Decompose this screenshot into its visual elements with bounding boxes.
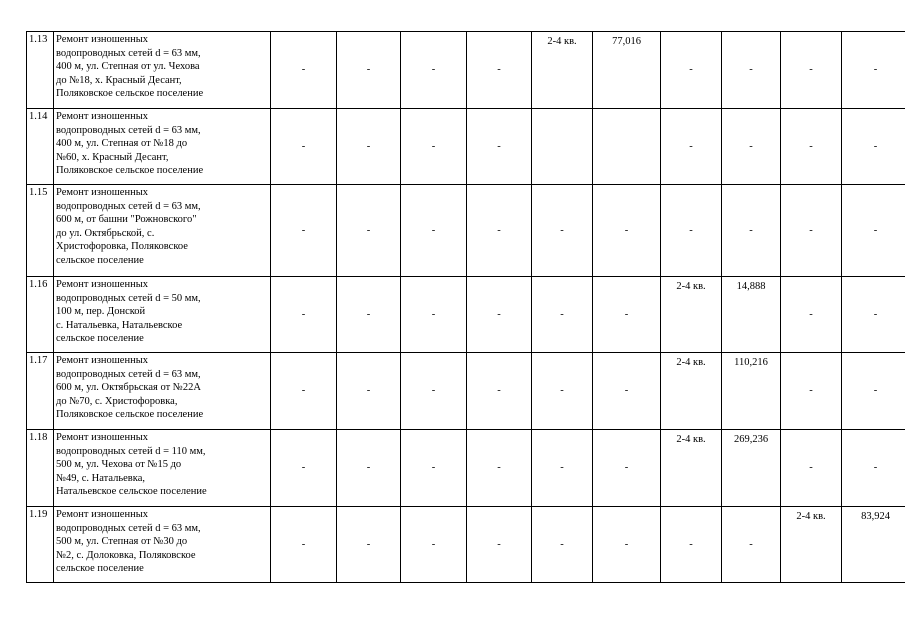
schedule-cell: - bbox=[532, 185, 593, 277]
schedule-cell: - bbox=[401, 277, 467, 353]
schedule-cell: - bbox=[661, 185, 722, 277]
schedule-cell: - bbox=[532, 353, 593, 430]
description-line: 100 м, пер. Донской bbox=[56, 306, 146, 317]
schedule-cell: - bbox=[467, 109, 532, 185]
description-line: №49, с. Натальевка, bbox=[56, 472, 145, 484]
description-line: с. Натальевка, Натальевское bbox=[56, 319, 183, 331]
works-table bbox=[26, 31, 905, 583]
schedule-cell: - bbox=[467, 32, 532, 109]
description-line: водопроводных сетей d = 63 мм, bbox=[56, 124, 201, 136]
schedule-cell: - bbox=[781, 277, 842, 353]
schedule-cell: - bbox=[593, 185, 661, 277]
schedule-cell: - bbox=[271, 353, 337, 430]
work-description bbox=[54, 430, 271, 507]
schedule-cell: - bbox=[842, 109, 905, 185]
description-line: водопроводных сетей d = 63 мм, bbox=[56, 522, 201, 534]
work-description bbox=[54, 353, 271, 430]
description-line: Поляковское сельское поселение bbox=[56, 165, 204, 176]
row-number: 1.18 bbox=[27, 430, 54, 507]
schedule-cell: - bbox=[401, 430, 467, 507]
schedule-cell bbox=[532, 109, 593, 185]
schedule-cell: - bbox=[467, 507, 532, 583]
table-row bbox=[27, 353, 905, 430]
description-line: №60, х. Красный Десант, bbox=[56, 151, 169, 163]
schedule-cell: - bbox=[842, 32, 905, 109]
schedule-cell: - bbox=[661, 507, 722, 583]
description-line: водопроводных сетей d = 63 мм, bbox=[56, 47, 201, 59]
schedule-cell: - bbox=[271, 185, 337, 277]
schedule-cell: 2-4 кв. bbox=[661, 277, 722, 353]
schedule-cell: 2-4 кв. bbox=[781, 507, 842, 583]
description-line: Ремонт изношенных bbox=[56, 509, 149, 520]
description-line: №2, с. Долоковка, Поляковское bbox=[56, 549, 196, 561]
work-description bbox=[54, 109, 271, 185]
row-number: 1.13 bbox=[27, 32, 54, 109]
description-line: Ремонт изношенных bbox=[56, 111, 149, 122]
schedule-cell: - bbox=[722, 185, 781, 277]
schedule-cell: - bbox=[532, 277, 593, 353]
schedule-cell: - bbox=[661, 109, 722, 185]
description-line: 400 м, ул. Степная от ул. Чехова bbox=[56, 61, 200, 72]
schedule-cell: - bbox=[401, 507, 467, 583]
description-line: 600 м, от башни "Рожновского" bbox=[56, 214, 197, 225]
schedule-cell: - bbox=[271, 32, 337, 109]
table-body bbox=[27, 32, 905, 583]
schedule-cell: - bbox=[722, 507, 781, 583]
schedule-cell: - bbox=[337, 430, 401, 507]
table-row bbox=[27, 109, 905, 185]
schedule-cell: - bbox=[271, 277, 337, 353]
work-description bbox=[54, 32, 271, 109]
description-line: водопроводных сетей d = 63 мм, bbox=[56, 368, 201, 380]
schedule-cell: - bbox=[271, 109, 337, 185]
schedule-cell: - bbox=[401, 109, 467, 185]
schedule-cell: - bbox=[401, 32, 467, 109]
schedule-cell: - bbox=[271, 507, 337, 583]
description-line: водопроводных сетей d = 50 мм, bbox=[56, 292, 201, 304]
description-line: Ремонт изношенных bbox=[56, 279, 149, 290]
schedule-cell: 110,216 bbox=[722, 353, 781, 430]
description-line: до ул. Октябрьской, с. bbox=[56, 227, 155, 239]
work-description bbox=[54, 185, 271, 277]
schedule-cell: - bbox=[781, 32, 842, 109]
schedule-cell: 2-4 кв. bbox=[661, 430, 722, 507]
schedule-cell: - bbox=[467, 185, 532, 277]
description-line: сельское поселение bbox=[56, 563, 144, 574]
description-line: сельское поселение bbox=[56, 333, 144, 344]
description-line: 400 м, ул. Степная от №18 до bbox=[56, 138, 188, 149]
row-number: 1.17 bbox=[27, 353, 54, 430]
schedule-cell: 269,236 bbox=[722, 430, 781, 507]
table-row bbox=[27, 507, 905, 583]
schedule-cell: - bbox=[337, 277, 401, 353]
schedule-cell: - bbox=[401, 185, 467, 277]
description-line: Натальевское сельское поселение bbox=[56, 486, 207, 497]
schedule-cell: - bbox=[467, 430, 532, 507]
schedule-cell: - bbox=[781, 430, 842, 507]
table-row bbox=[27, 277, 905, 353]
table-row bbox=[27, 185, 905, 277]
schedule-cell: 77,016 bbox=[593, 32, 661, 109]
schedule-cell: - bbox=[532, 430, 593, 507]
description-line: до №18, х. Красный Десант, bbox=[56, 74, 182, 86]
description-line: Ремонт изношенных bbox=[56, 187, 149, 198]
schedule-cell: - bbox=[401, 353, 467, 430]
description-line: водопроводных сетей d = 63 мм, bbox=[56, 200, 201, 212]
schedule-cell: - bbox=[661, 32, 722, 109]
schedule-cell bbox=[593, 109, 661, 185]
schedule-cell: - bbox=[467, 277, 532, 353]
description-line: 500 м, ул. Чехова от №15 до bbox=[56, 459, 182, 470]
table-row bbox=[27, 32, 905, 109]
schedule-cell: - bbox=[593, 277, 661, 353]
schedule-cell: - bbox=[271, 430, 337, 507]
description-line: Поляковское сельское поселение bbox=[56, 409, 204, 420]
schedule-cell: - bbox=[722, 109, 781, 185]
schedule-cell: - bbox=[337, 185, 401, 277]
row-number: 1.16 bbox=[27, 277, 54, 353]
table-row bbox=[27, 430, 905, 507]
schedule-cell: 2-4 кв. bbox=[661, 353, 722, 430]
row-number: 1.14 bbox=[27, 109, 54, 185]
description-line: водопроводных сетей d = 110 мм, bbox=[56, 445, 206, 457]
schedule-cell: 83,924 bbox=[842, 507, 905, 583]
description-line: 600 м, ул. Октябрьская от №22А bbox=[56, 382, 201, 393]
description-line: Поляковское сельское поселение bbox=[56, 88, 204, 99]
description-line: 500 м, ул. Степная от №30 до bbox=[56, 536, 188, 547]
schedule-cell: - bbox=[842, 185, 905, 277]
schedule-cell: - bbox=[842, 277, 905, 353]
schedule-cell: - bbox=[593, 430, 661, 507]
schedule-cell: - bbox=[842, 430, 905, 507]
description-line: Христофоровка, Поляковское bbox=[56, 241, 188, 252]
schedule-cell: - bbox=[781, 109, 842, 185]
description-line: Ремонт изношенных bbox=[56, 34, 149, 45]
schedule-cell: - bbox=[722, 32, 781, 109]
schedule-cell: - bbox=[781, 185, 842, 277]
description-line: Ремонт изношенных bbox=[56, 432, 149, 443]
schedule-cell: - bbox=[532, 507, 593, 583]
work-description bbox=[54, 277, 271, 353]
schedule-cell: - bbox=[781, 353, 842, 430]
schedule-cell: - bbox=[337, 32, 401, 109]
description-line: сельское поселение bbox=[56, 254, 144, 266]
schedule-cell: - bbox=[337, 507, 401, 583]
work-description bbox=[54, 507, 271, 583]
row-number: 1.15 bbox=[27, 185, 54, 277]
schedule-cell: - bbox=[842, 353, 905, 430]
schedule-cell: 14,888 bbox=[722, 277, 781, 353]
schedule-cell: 2-4 кв. bbox=[532, 32, 593, 109]
row-number: 1.19 bbox=[27, 507, 54, 583]
description-line: Ремонт изношенных bbox=[56, 355, 149, 366]
schedule-cell: - bbox=[593, 353, 661, 430]
schedule-cell: - bbox=[337, 353, 401, 430]
schedule-cell: - bbox=[337, 109, 401, 185]
schedule-cell: - bbox=[593, 507, 661, 583]
schedule-cell: - bbox=[467, 353, 532, 430]
description-line: до №70, с. Христофоровка, bbox=[56, 395, 178, 407]
